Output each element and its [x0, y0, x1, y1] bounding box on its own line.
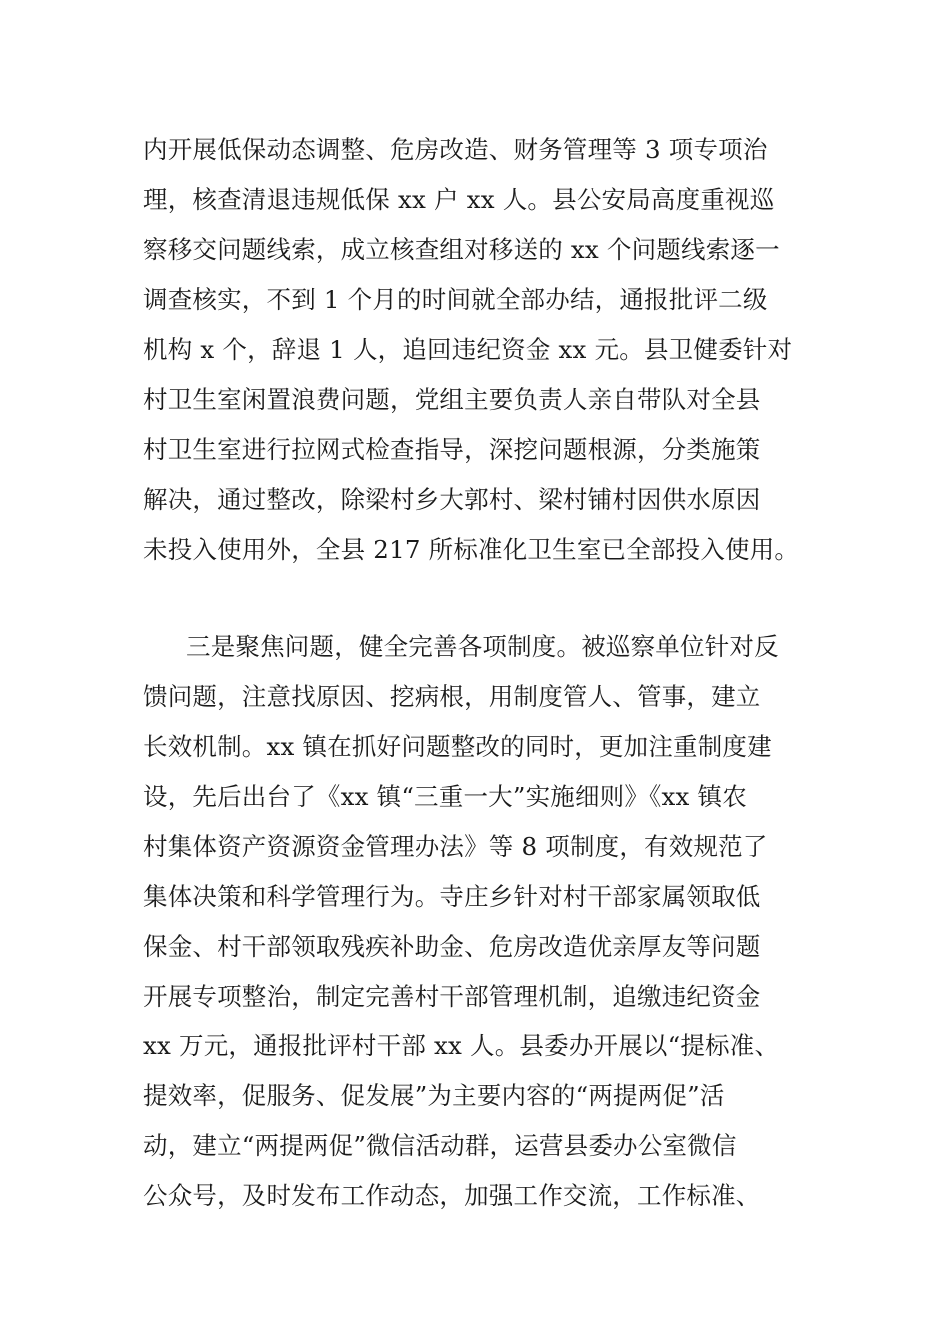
text-line: 开展专项整治，制定完善村干部管理机制，追缴违纪资金 [143, 982, 761, 1011]
text-line: 未投入使用外，全县 217 所标准化卫生室已全部投入使用。 [143, 535, 800, 564]
text-line: 机构 x 个，辞退 1 人，追回违纪资金 xx 元。县卫健委针对 [143, 335, 793, 364]
text-line: 长效机制。xx 镇在抓好问题整改的同时，更加注重制度建 [143, 732, 772, 761]
text-line: 提效率，促服务、促发展”为主要内容的“两提两促”活 [143, 1081, 725, 1110]
text-line: 公众号，及时发布工作动态，加强工作交流，工作标准、 [143, 1181, 761, 1210]
text-line: 动，建立“两提两促”微信活动群，运营县委办公室微信 [143, 1131, 737, 1160]
text-line: 三是聚焦问题，健全完善各项制度。被巡察单位针对反 [186, 632, 779, 661]
text-line: 馈问题，注意找原因、挖病根，用制度管人、管事，建立 [143, 682, 761, 711]
text-line: 解决，通过整改，除梁村乡大郭村、梁村铺村因供水原因 [143, 485, 761, 514]
text-line: 设，先后出台了《xx 镇“三重一大”实施细则》《xx 镇农 [143, 782, 747, 811]
text-line: 内开展低保动态调整、危房改造、财务管理等 3 项专项治 [143, 135, 768, 164]
text-line: 调查核实，不到 1 个月的时间就全部办结，通报批评二级 [143, 285, 768, 314]
text-line: 村卫生室进行拉网式检查指导，深挖问题根源，分类施策 [143, 435, 761, 464]
text-line: 察移交问题线索，成立核查组对移送的 xx 个问题线索逐一 [143, 235, 780, 264]
text-line: 保金、村干部领取残疾补助金、危房改造优亲厚友等问题 [143, 932, 761, 961]
text-line: 村集体资产资源资金管理办法》等 8 项制度，有效规范了 [143, 832, 768, 861]
text-line: xx 万元，通报批评村干部 xx 人。县委办开展以“提标准、 [143, 1031, 780, 1060]
text-line: 理，核查清退违规低保 xx 户 xx 人。县公安局高度重视巡 [143, 185, 775, 214]
text-line: 集体决策和科学管理行为。寺庄乡针对村干部家属领取低 [143, 882, 761, 911]
text-line: 村卫生室闲置浪费问题，党组主要负责人亲自带队对全县 [143, 385, 761, 414]
